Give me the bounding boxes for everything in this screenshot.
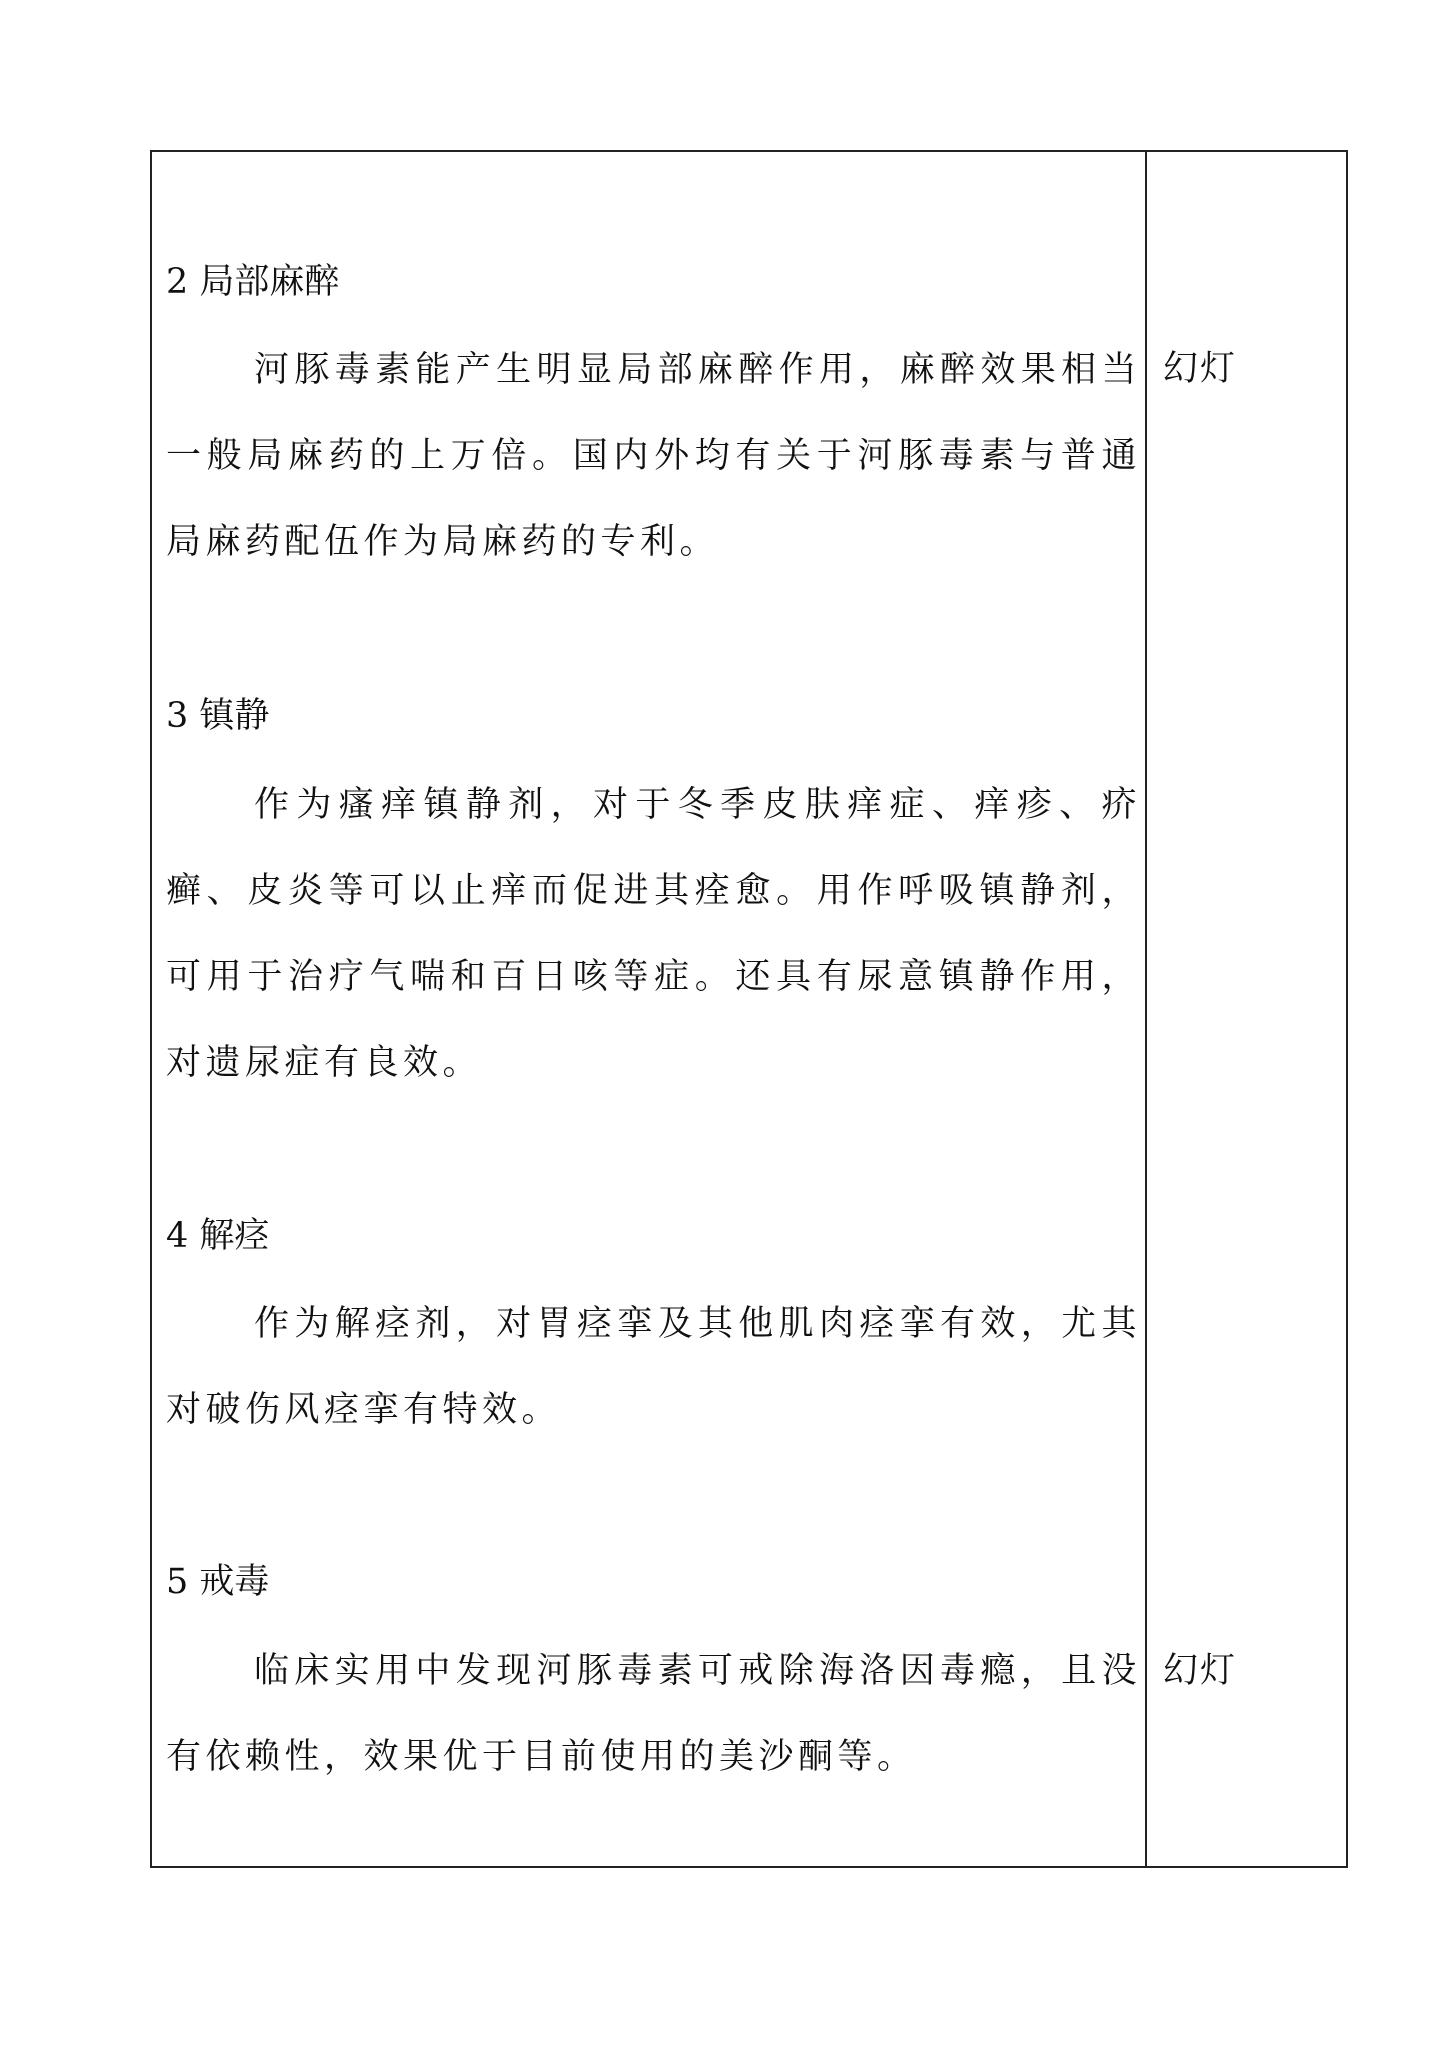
section-paragraph-sedation: 作为瘙痒镇静剂，对于冬季皮肤痒症、痒疹、疥癣、皮炎等可以止痒而促进其痊愈。用作呼吸镇静剂，可用于治疗气喘和百日咳等症。还具有尿意镇静作用，对遗尿症有良效。 <box>166 785 1141 1083</box>
side-note-slide: 幻灯 <box>1163 1651 1238 1691</box>
section-heading-sedation: 3 镇静 <box>166 696 270 736</box>
section-heading-local-anesthesia: 2 局部麻醉 <box>166 262 340 302</box>
section-heading-detox: 5 戒毒 <box>166 1562 270 1602</box>
side-note-slide: 幻灯 <box>1163 349 1238 389</box>
section-heading-antispasmodic: 4 解痉 <box>166 1216 270 1256</box>
column-divider <box>1145 150 1147 1868</box>
section-paragraph-local-anesthesia: 河豚毒素能产生明显局部麻醉作用，麻醉效果相当一般局麻药的上万倍。国内外均有关于河豚毒素与普通局麻药配伍作为局麻药的专利。 <box>166 350 1141 562</box>
section-paragraph-antispasmodic: 作为解痉剂，对胃痉挛及其他肌肉痉挛有效，尤其对破伤风痉挛有特效。 <box>166 1304 1141 1430</box>
section-paragraph-detox: 临床实用中发现河豚毒素可戒除海洛因毒瘾，且没有依赖性，效果优于目前使用的美沙酮等。 <box>166 1651 1141 1777</box>
